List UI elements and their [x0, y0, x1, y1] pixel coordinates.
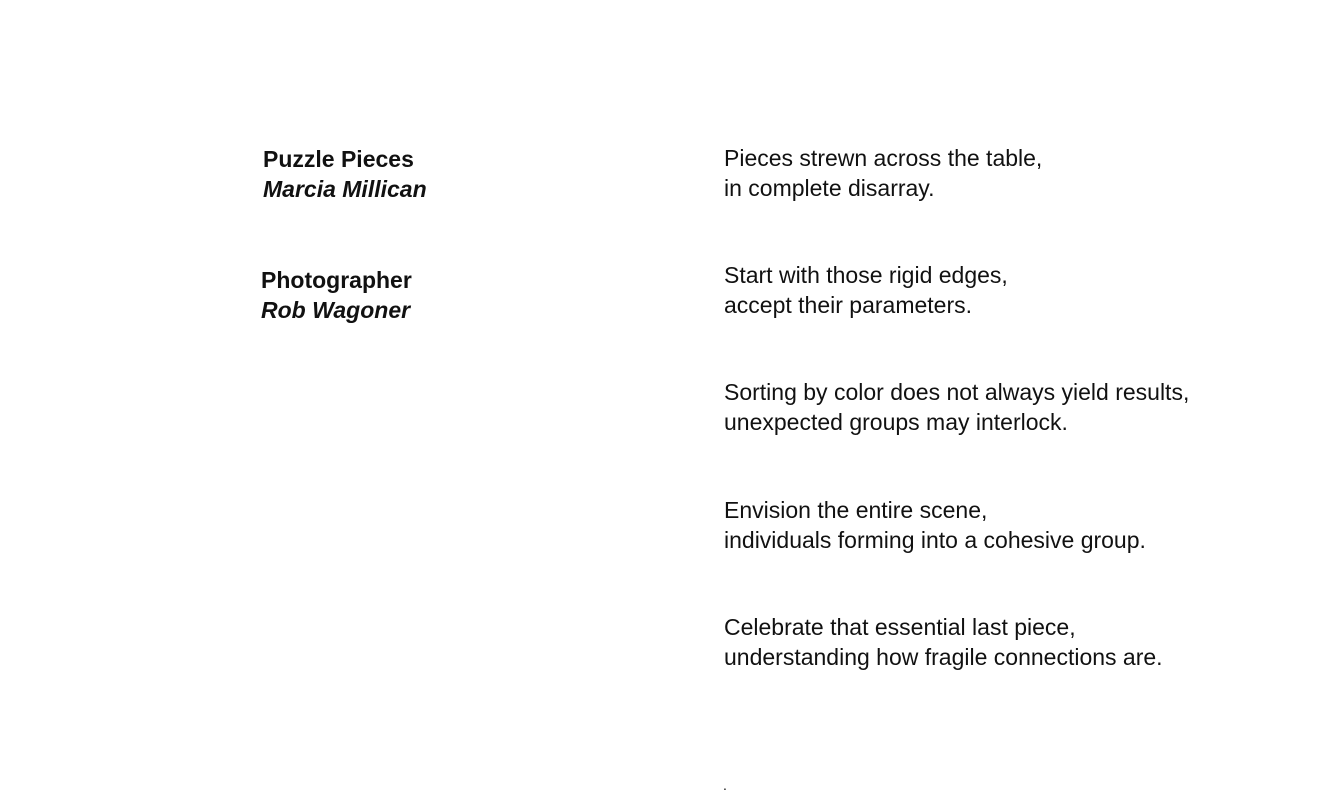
poem-line: in complete disarray. — [724, 174, 935, 201]
poem-line: Envision the entire scene, — [724, 497, 988, 523]
photographer-label: Photographer — [261, 267, 412, 293]
poem-line: Start with those rigid edges, — [724, 262, 1008, 288]
footer-mark: . — [723, 777, 727, 793]
photographer-credit — [261, 265, 412, 325]
poem-line: Celebrate that essential last piece, — [724, 614, 1076, 640]
poem-line: individuals forming into a cohesive group. — [724, 526, 1146, 553]
poem-line: accept their parameters. — [724, 291, 973, 318]
poet-name: Marcia Millican — [263, 176, 427, 202]
poem-stanza — [724, 378, 1189, 437]
poem-line: Pieces strewn across the table, — [724, 145, 1043, 171]
poem-stanza — [724, 496, 1146, 555]
poem-stanza — [724, 613, 1163, 672]
poem-stanza — [724, 144, 1042, 203]
poem-credit — [263, 144, 427, 204]
poem-title: Puzzle Pieces — [263, 146, 414, 172]
poem-line: Sorting by color does not always yield results, — [724, 379, 1190, 405]
poem-line: understanding how fragile connections are. — [724, 643, 1163, 670]
poem-stanza — [724, 261, 1008, 320]
photographer-name: Rob Wagoner — [261, 297, 411, 323]
poem-line: unexpected groups may interlock. — [724, 408, 1068, 435]
